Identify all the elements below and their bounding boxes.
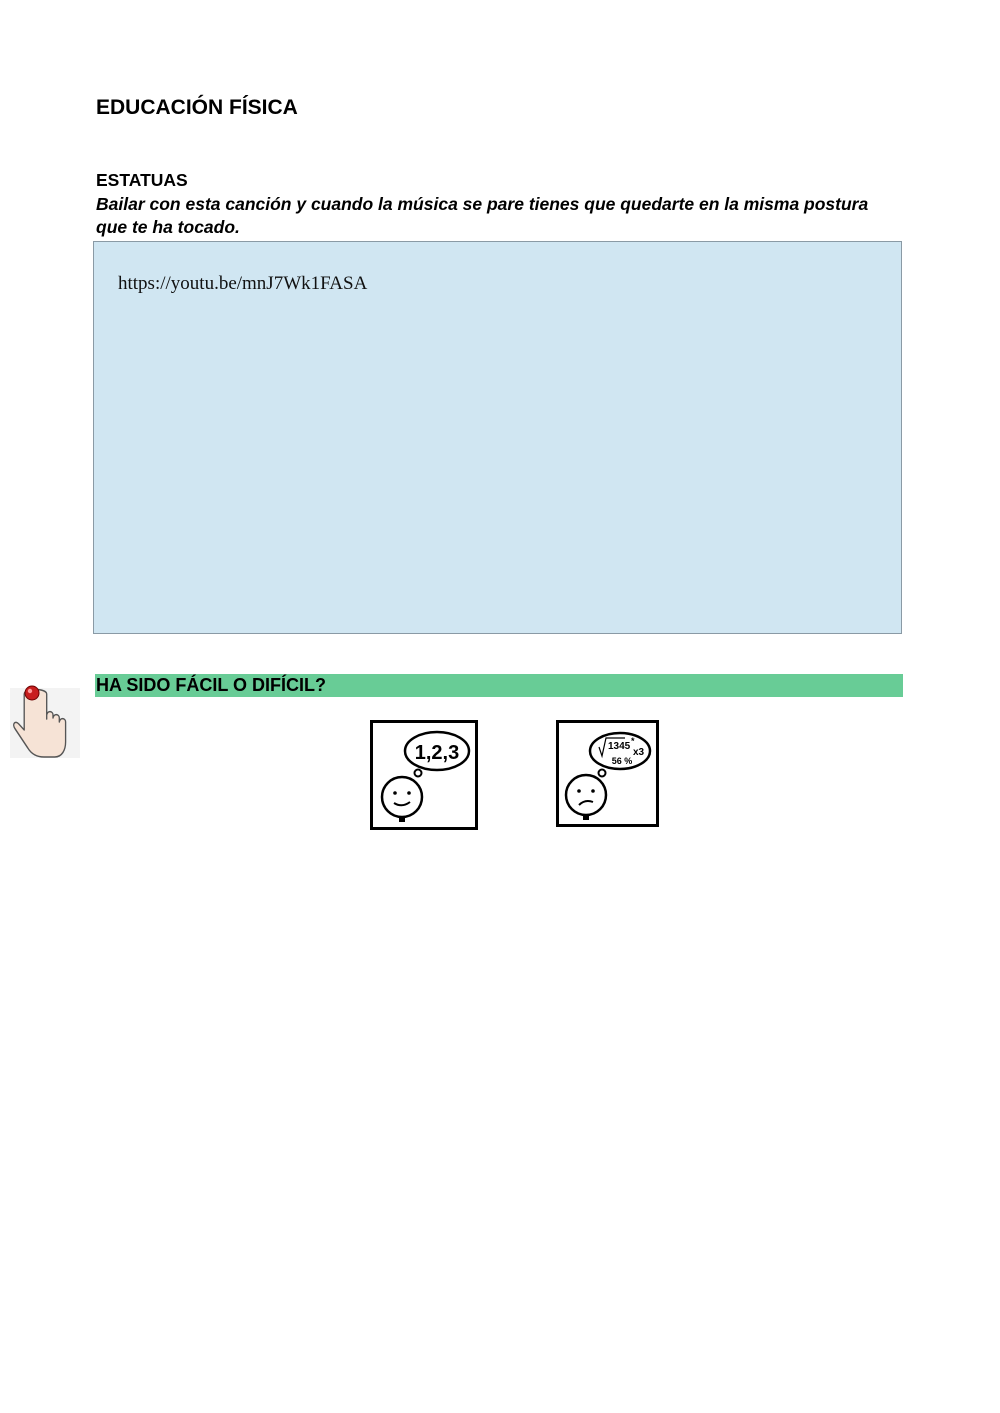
easy-option-button[interactable] xyxy=(370,720,478,830)
svg-text:1,2,3: 1,2,3 xyxy=(414,742,460,764)
page-title: EDUCACIÓN FÍSICA xyxy=(96,96,298,119)
activity-title: ESTATUAS xyxy=(96,170,188,190)
confused-face-thinking-icon xyxy=(559,723,656,824)
activity-instructions: Bailar con esta canción y cuando la música se pare tienes que quedarte en la misma postura que te ha tocado. xyxy=(96,194,869,237)
svg-text:x3: x3 xyxy=(633,747,645,758)
easy-face-thinking-icon xyxy=(373,723,475,827)
svg-text:*: * xyxy=(631,736,635,746)
question-banner xyxy=(95,674,903,697)
answer-text-area[interactable] xyxy=(93,241,902,634)
svg-text:1345: 1345 xyxy=(608,741,631,752)
hard-option-button[interactable] xyxy=(556,720,659,827)
question-text: HA SIDO FÁCIL O DIFÍCIL? xyxy=(96,675,326,695)
svg-text:56 %: 56 % xyxy=(611,756,633,766)
video-link[interactable]: https://youtu.be/mnJ7Wk1FASA xyxy=(118,273,368,294)
pointing-hand-icon xyxy=(10,680,80,762)
